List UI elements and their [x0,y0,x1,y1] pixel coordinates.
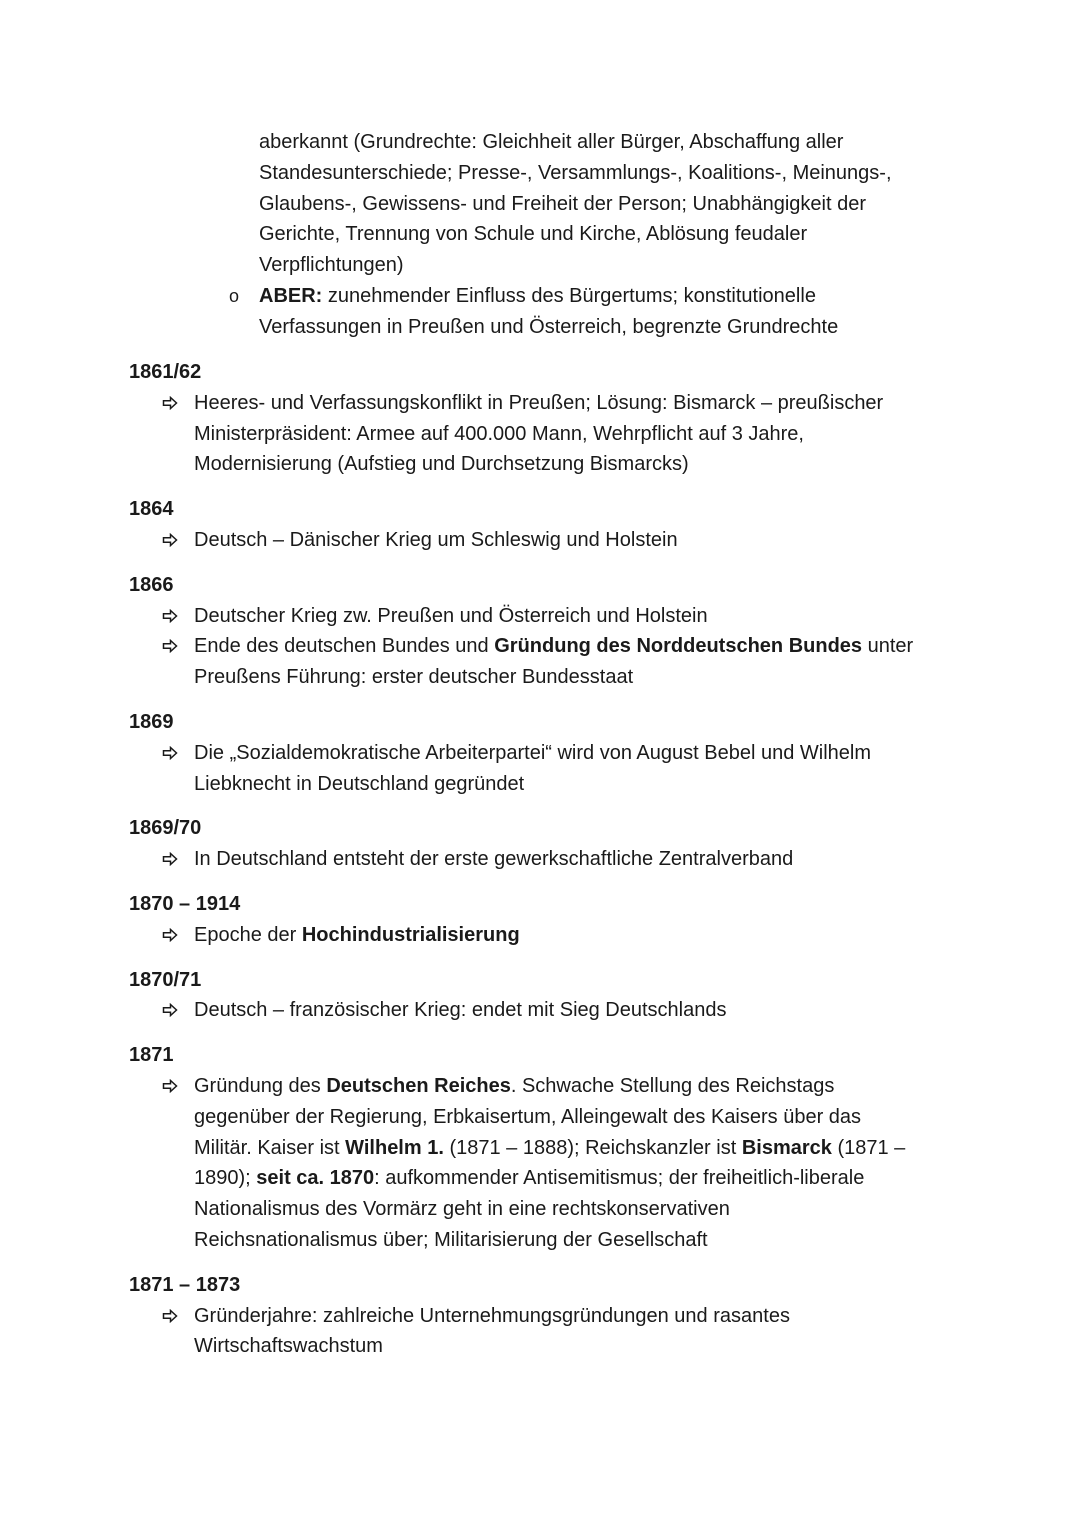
item-text: unter [862,635,914,658]
entry-year: 1864 [129,498,174,521]
item-text: Modernisierung (Aufstieg und Durchsetzung Bismarcks) [194,453,689,476]
item-text: Deutscher Krieg zw. Preußen und Österreich und Holstein [194,604,708,627]
right-arrow-outline-icon [162,852,178,866]
continuation-line: Verpflichtungen) [259,254,404,277]
right-arrow-outline-icon [162,533,178,547]
timeline-entry [129,494,969,556]
item-text: (1871 – 1888); Reichskanzler ist [443,1136,742,1159]
continuation-line: aberkannt (Grundrechte: Gleichheit aller Bürger, Abschaffung aller [259,131,844,153]
entry-year: 1871 – 1873 [129,1273,241,1296]
item-text: Deutsch – Dänischer Krieg um Schleswig und Holstein [194,528,678,551]
circle-bullet-icon: o [228,285,239,306]
item-text: Wirtschaftswachstum [194,1335,383,1358]
item-text: Die „Sozialdemokratische Arbeiterpartei“ wird von August Bebel und Wilhelm [194,741,871,764]
item-text: . Schwache Stellung des Reichstags [510,1074,835,1097]
item-text: Epoche der [194,923,302,946]
entry-year: 1869 [129,710,174,733]
arrow-list-item [129,844,969,875]
timeline-entry [129,707,969,799]
item-text: Heeres- und Verfassungskonflikt in Preußen; Lösung: Bismarck – preußischer [194,391,884,414]
item-text: In Deutschland entsteht der erste gewerkschaftliche Zentralverband [194,848,794,871]
right-arrow-outline-icon [162,1079,178,1093]
item-text: Ministerpräsident: Armee auf 400.000 Mann, Wehrpflicht auf 3 Jahre, [194,422,804,445]
item-bold-text: Bismarck [741,1136,832,1159]
arrow-list-item [129,995,969,1026]
continuation-line: Gerichte, Trennung von Schule und Kirche, Ablösung feudaler [259,223,808,246]
right-arrow-outline-icon [162,1003,178,1017]
item-bold-text: seit ca. 1870 [256,1167,375,1190]
item-text: Ende des deutschen Bundes und [194,635,495,658]
arrow-list-item [129,1301,969,1363]
continuation-block [226,127,966,343]
entry-year: 1866 [129,573,174,596]
circle-bullet-item [226,281,966,343]
right-arrow-outline-icon [162,609,178,623]
timeline-entry [129,1270,969,1362]
item-text: 1890); [194,1167,257,1190]
item-bold-text: Hochindustrialisierung [301,923,520,946]
item-text: Gründung des [194,1074,327,1097]
item-text: gegenüber der Regierung, Erbkaisertum, Alleingewalt des Kaisers über das [194,1105,862,1128]
item-text: (1871 – [831,1136,906,1159]
item-text: Reichsnationalismus über; Militarisierung der Gesellschaft [194,1228,708,1251]
timeline-entry [129,1040,969,1256]
timeline-entries [129,357,969,1376]
arrow-list-item [129,388,969,480]
item-text: Militär. Kaiser ist [194,1136,346,1159]
arrow-list-item [129,920,969,951]
right-arrow-outline-icon [162,1309,178,1323]
entry-year: 1870/71 [129,968,202,991]
continuation-line: Standesunterschiede; Presse-, Versammlungs-, Koalitions-, Meinungs-, [259,161,892,184]
arrow-list-item [129,525,969,556]
entry-year: 1869/70 [129,817,202,840]
timeline-entry [129,357,969,480]
right-arrow-outline-icon [162,928,178,942]
continuation-line: Glaubens-, Gewissens- und Freiheit der Person; Unabhängigkeit der [259,192,866,215]
item-text: Gründerjahre: zahlreiche Unternehmungsgründungen und rasantes [194,1304,790,1327]
entry-year: 1870 – 1914 [129,892,241,915]
item-text: Liebknecht in Deutschland gegründet [194,772,525,795]
bullet-text: Verfassungen in Preußen und Österreich, begrenzte Grundrechte [259,315,839,338]
arrow-list-item [129,738,969,800]
arrow-list-item [129,1071,969,1256]
right-arrow-outline-icon [162,639,178,653]
arrow-list-item [129,601,969,632]
right-arrow-outline-icon [162,396,178,410]
item-text: Preußens Führung: erster deutscher Bundesstaat [194,666,634,689]
timeline-entry [129,570,969,693]
item-bold-text: Wilhelm 1. [345,1136,444,1159]
timeline-entry [129,889,969,951]
timeline-entry [129,813,969,875]
bullet-bold-text: ABER: [259,284,323,307]
timeline-entry [129,965,969,1027]
entry-year: 1861/62 [129,361,202,383]
item-text: : aufkommender Antisemitismus; der freiheitlich-liberale [374,1167,865,1190]
right-arrow-outline-icon [162,746,178,760]
item-text: Nationalismus des Vormärz geht in eine rechtskonservativen [194,1198,730,1221]
item-bold-text: Gründung des Norddeutschen Bundes [494,635,863,658]
entry-year: 1871 [129,1044,174,1067]
item-text: Deutsch – französischer Krieg: endet mit Sieg Deutschlands [194,999,727,1022]
arrow-list-item [129,631,969,693]
bullet-text: zunehmender Einfluss des Bürgertums; konstitutionelle [322,284,816,307]
item-bold-text: Deutschen Reiches [326,1074,511,1097]
